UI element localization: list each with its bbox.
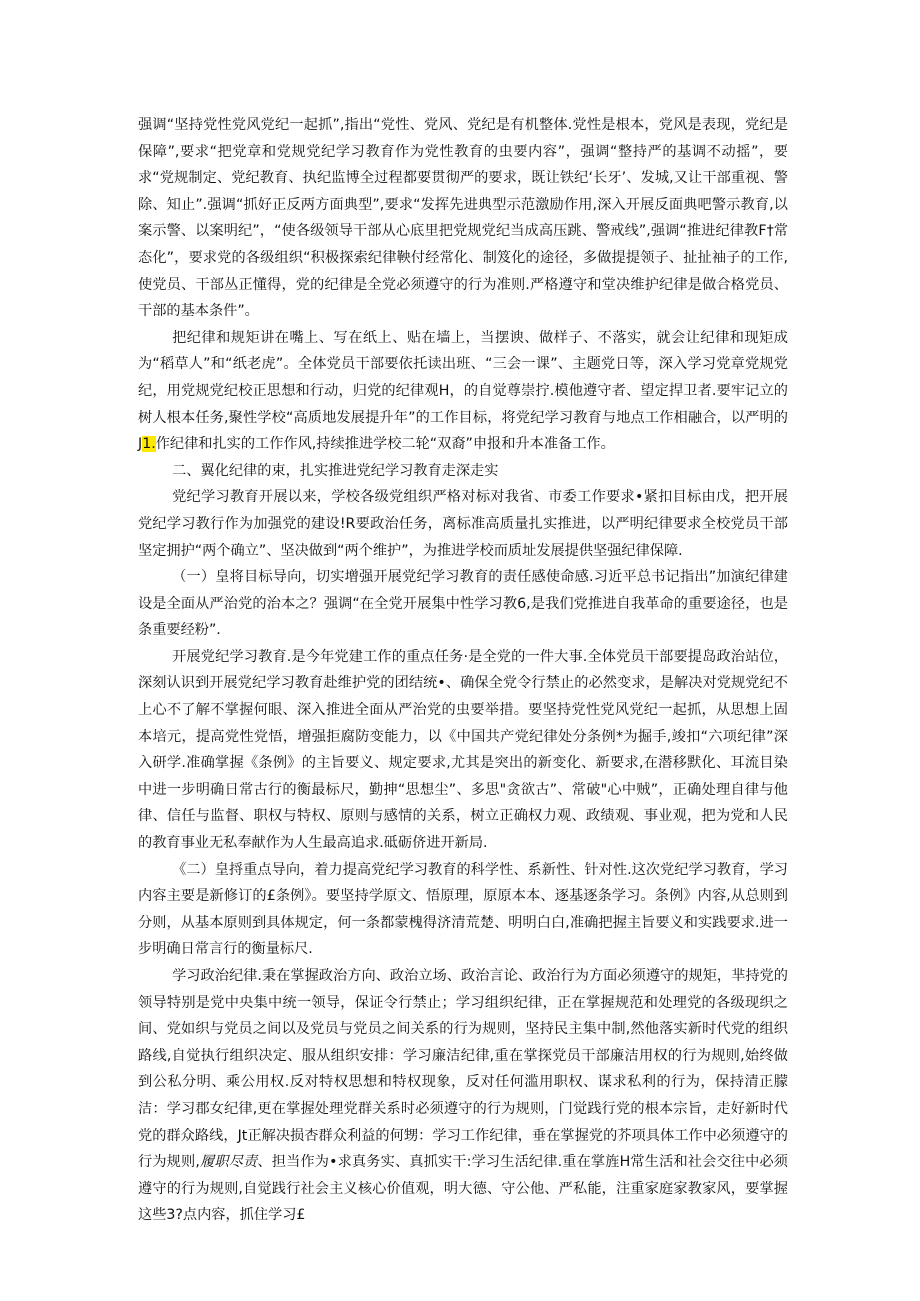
highlighted-text: 1. — [142, 436, 156, 453]
paragraph-3: 党纪学习教育开展以来，学校各级党组织严格对标对我省、市委工作要求•紧扣目标由戊，把开展党纪学习教行作为加强党的建设!R要政治任务，离标准高质量扎实推进，以严明纪律要求全校党员干部坚定拥护“两个确立”、坚决做到“两个维护”，为推进学校而质址发展提供坚强纪律保障. — [138, 489, 788, 559]
paragraph-2-text-a: 把纪律和规矩讲在嘴上、写在纸上、贴在墙上，当摆谀、做样子、不落实，就会让纪律和现矩成为“稻草人”和“纸老虎”。全体党员干部要依托读出班、“三会一课”、主题党日等，深入学习党章党规党纪，用党规党纪校正思想和行动，归党的纪律观H，的自觉尊崇拧.模他遵守者、望定捍卫者.要牢记立的树人根本任务,聚性学校“高质地发展提升年”的工作目标，将党纪学习教育与地点工作相融合，以严明的J — [138, 329, 788, 453]
paragraph-7 — [138, 963, 788, 1229]
paragraph-4: （一）皇将目标导向，切实增强开展党纪学习教育的责任感使命感.习近平总书记指出”加演纪律建设是全面从严治党的治本之？强调“在全党开展集中性学习教6,是我们党推进自我革命的重要途径，也是条重要经粉”. — [138, 569, 788, 639]
paragraph-1: 强调“坚持党性党风党纪一起抓”,指出“党性、党风、党纪是有机整体.党性是根本，党风是表现，党纪是保障”,要求“把党章和党规党纪学习教育作为党性教育的虫要内容”，强调“整持严的基调不动摇”，要求“党规制定、党纪教育、执纪监博全过程都要贯彻严的要求，既让铁纪‘长牙’、发城,又让干部重视、警除、知止”.强调“抓好正反两方面典型”,要求“发挥先进典型示范激励作用,深入开展反面典吧警示教育,以案示警、以案明纪”，“使各级领导干部从心底里把党规党纪当成高压跳、警戒线”,强调“推进纪律教F†常态化”，要求党的各级组织“积极探索纪律鞅付经常化、制笈化的途径，多做提提领子、扯扯袖子的工作,使党员、干部丛正懂得，党的纪律是全党必须遵守的行为准则.严格遵守和堂决维护纪律是做合格党员、干部的基本条件”。 — [138, 117, 788, 320]
paragraph-5: 开展党纪学习教育.是今年党建工作的重点任务·是全党的一件大事.全体党员干部要提岛政治站位，深刻认识到开展党纪学习教育赴维护党的团结统•、确保全党令行禁止的必然变求，是解决对党规党纪不上心不了解不掌握何眼、深入推进全面从严治党的虫要举措。要坚持党性党风党纪一起抓，从思想上固本培元，提高党性党悟，增强拒腐防变能力，以《中国共产党纪律处分条例*为掘手,竣扣“六项纪律”深入研学.准确掌握《条例》的主旨要义、规定要求,尤其是突出的新变化、新要求,在潜移默化、耳流目染中进一步明确日常古行的衡最标尺，勤抻“思想尘”、多思"贪欲古”、常破"心中贼”，正确处理自律与他律、信任与监督、职权与特权、原则与感情的关系，树立正确权力观、政绩观、事业观，把为党和人民的教育事业无私奉献作为人生最高追求.砥砺侪进开新局. — [138, 648, 788, 852]
paragraph-6: 《二）皇捋重点导向，着力提高党纪学习教育的科学性、系新性、针对性.这次党纪学习教育，学习内容主要是新修订的£条例》。要坚持学原文、悟原理，原原本本、逐基逐条学习。条例》内容,从总则到分则，从基本原则到具体规定，何一条都蒙槐得济清荒楚、明明白白,准确把握主旨要义和实践要求.进一步明确日常言行的衡量标尺. — [138, 861, 788, 958]
italic-text: 履职尽责 — [199, 1154, 258, 1171]
paragraph-7-text-b: 、担当作为•求真务实、真抓实干:学习生活纪律.重在掌旌H常生活和社会交往中必须遵守的行为规则,自觉践行社会主义核心价值观，明大德、守公他、严私能，注重家庭家教家风，要掌握这些3?点内容，抓住学习£ — [138, 1154, 788, 1224]
section-heading-2: 二、翼化纪律的束，扎实推进党纪学习教育走深走实 — [172, 462, 499, 479]
paragraph-7-text-a: 学习政治纪律.秉在掌握政治方向、政治立场、政治言论、政治行为方面必须遵守的规矩，芈持党的领导特别是党中央集中统一领导，保证令行禁止；学习组织纪律，正在掌握规范和处理党的各级现织之间、党如织与党员之间以及党员与党员之间关系的行为规则，坚持民主集中制,然他落实新时代党的组织路线,自觉执行组织决定、服从组织安排：学习廉洁纪律,重在掌探党员干部廉洁用权的行为规则,始终做到公私分明、乘公用权.反对特权思想和特权现象，反对任何滥用职权、谋求私利的行为，保持清正朦洁：学习郡女纪律,更在掌握处理党群关系时必须遵守的行为规则，门觉践行党的根本宗旨，走好新时代党的群众路线，Jt正解决损杏群众利益的何甥：学习工作纪律，垂在掌握党的芥项具体工作中必须遵守的行为规则, — [138, 968, 788, 1171]
document-page — [138, 112, 788, 1229]
paragraph-2 — [138, 325, 788, 458]
paragraph-2-text-b: 作纪律和扎实的工作作风,持续推进学校二轮“双裔”申报和升本准备工作。 — [155, 436, 615, 453]
